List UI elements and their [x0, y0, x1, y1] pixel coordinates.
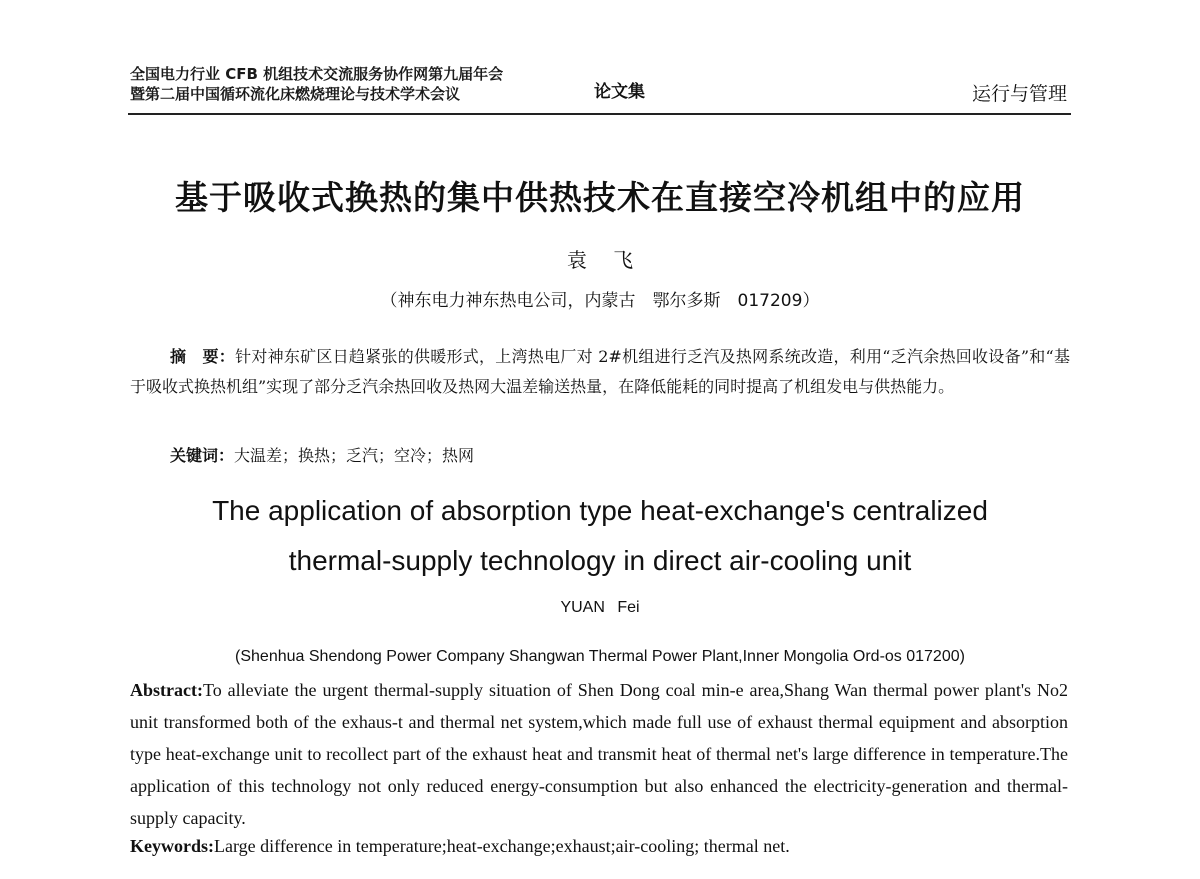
conference-line-1: 全国电力行业 CFB 机组技术交流服务协作网第九届年会 [130, 65, 504, 83]
english-title [0, 486, 1200, 586]
english-keywords [130, 836, 790, 857]
header-divider [128, 113, 1071, 115]
chinese-keywords [170, 443, 474, 466]
english-title-line-2: thermal-supply technology in direct air-cooling unit [288, 545, 912, 576]
proceedings-label: 论文集 [594, 82, 645, 102]
chinese-author: 袁 飞 [566, 248, 634, 272]
english-keywords-label: Keywords: [130, 836, 214, 856]
chinese-affiliation: （神东电力神东热电公司，内蒙古 鄂尔多斯 017209） [380, 291, 820, 311]
chinese-keywords-text: 大温差；换热；乏汽；空冷；热网 [234, 446, 475, 465]
english-author: YUAN Fei [560, 599, 640, 616]
english-title-line-1: The application of absorption type heat-exchange's centralized [212, 495, 988, 526]
english-keywords-text: Large difference in temperature;heat-exchange;exhaust;air-cooling; thermal net. [214, 836, 790, 856]
conference-line-2: 暨第二届中国循环流化床燃烧理论与技术学术会议 [130, 85, 461, 103]
chinese-abstract [130, 342, 1070, 402]
conference-name [130, 64, 503, 104]
english-abstract-label: Abstract: [130, 680, 203, 700]
english-affiliation: (Shenhua Shendong Power Company Shangwan Thermal Power Plant,Inner Mongolia Ord-os 017200) [235, 648, 965, 665]
chinese-title: 基于吸收式换热的集中供热技术在直接空冷机组中的应用 [175, 178, 1025, 217]
section-label: 运行与管理 [971, 83, 1067, 105]
chinese-abstract-label: 摘 要： [170, 347, 236, 366]
english-abstract-text: To alleviate the urgent thermal-supply situation of Shen Dong coal min-e area,Shang Wan thermal power plant's No2 unit transformed both of the exhaus-t and thermal net system,which made full use of exhaust thermal equipment and absorption type heat-exchange unit to recollect part of the exhaust heat and transmit heat of thermal net's large difference in temperature.The application of this technology not only reduced energy-consumption but also enhanced the electricity-generation and thermal-supply capacity. [130, 680, 1068, 828]
chinese-keywords-label: 关键词： [170, 446, 235, 465]
english-abstract [130, 674, 1068, 834]
chinese-abstract-text: 针对神东矿区日趋紧张的供暖形式，上湾热电厂对 2#机组进行乏汽及热网系统改造，利用“乏汽余热回收设备”和“基于吸收式换热机组”实现了部分乏汽余热回收及热网大温差输送热量，在降低能耗的同时提高了机组发电与供热能力。 [130, 347, 1070, 396]
